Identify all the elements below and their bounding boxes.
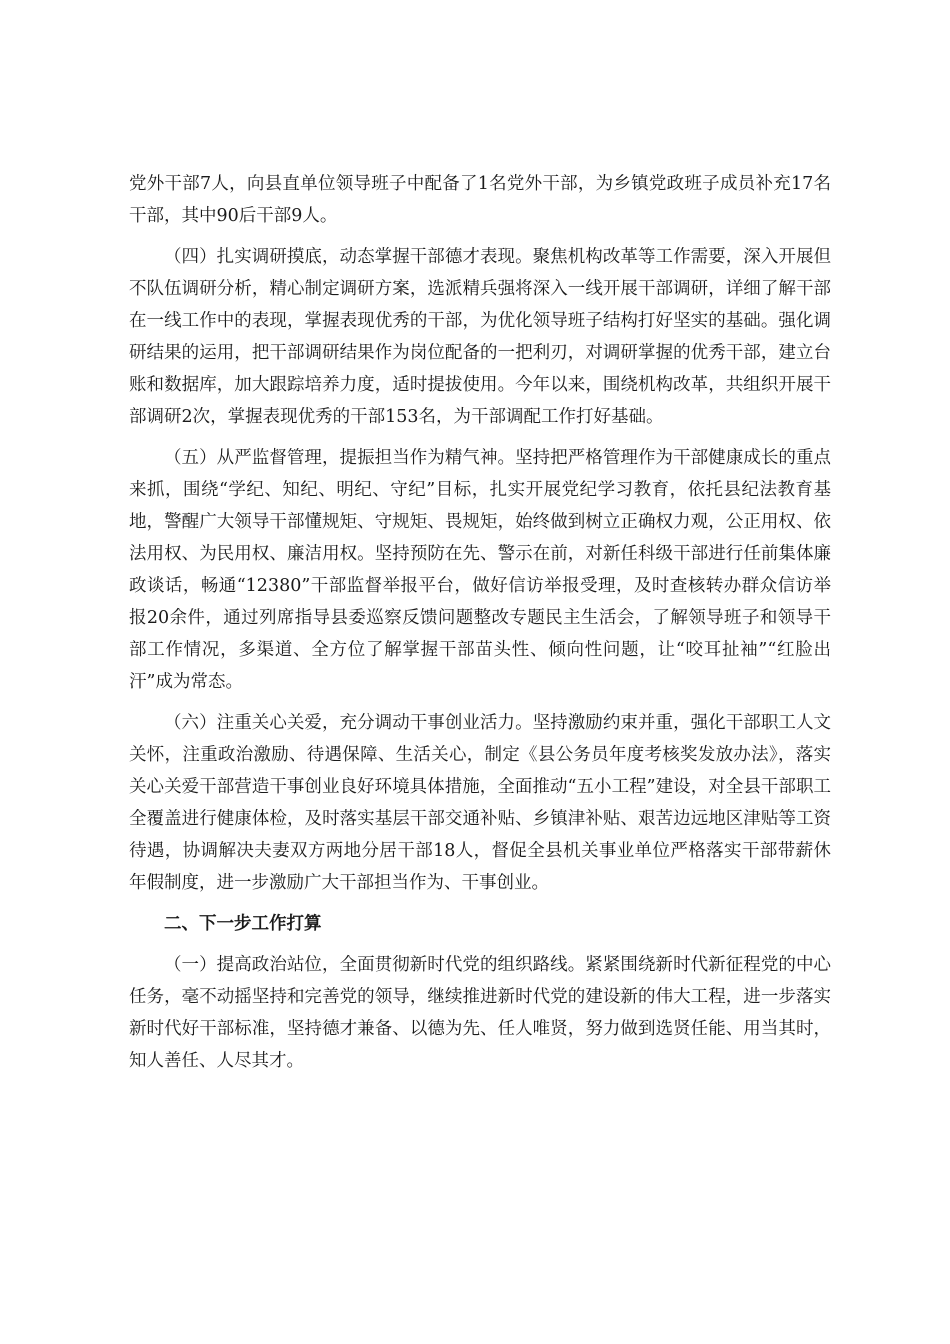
paragraph-section-5: （五）从严监督管理，提振担当作为精气神。坚持把严格管理作为干部健康成长的重点来抓，围绕“学纪、知纪、明纪、守纪”目标，扎实开展党纪学习教育，依托县纪法教育基地，警醒广大领导干部懂规矩、守规矩、畏规矩，始终做到树立正确权力观，公正用权、依法用权、为民用权、廉洁用权。坚持预防在先、警示在前，对新任科级干部进行任前集体廉政谈话，畅通“12380”干部监督举报平台，做好信访举报受理，及时查核转办群众信访举报20余件，通过列席指导县委巡察反馈问题整改专题民主生活会，了解领导班子和领导干部工作情况，多渠道、全方位了解掌握干部苗头性、倾向性问题，让“咬耳扯袖”“红脸出汗”成为常态。 [129,448,831,692]
paragraph-continuation: 党外干部7人，向县直单位领导班子中配备了1名党外干部，为乡镇党政班子成员补充17名干部，其中90后干部9人。 [129,174,831,226]
paragraph-next-step-1: （一）提高政治站位，全面贯彻新时代党的组织路线。紧紧围绕新时代新征程党的中心任务，毫不动摇坚持和完善党的领导，继续推进新时代党的建设新的伟大工程，进一步落实新时代好干部标准，坚持德才兼备、以德为先、任人唯贤，努力做到选贤任能、用当其时，知人善任、人尽其才。 [129,955,831,1071]
paragraph-section-4: （四）扎实调研摸底，动态掌握干部德才表现。聚焦机构改革等工作需要，深入开展但不队伍调研分析，精心制定调研方案，选派精兵强将深入一线开展干部调研，详细了解干部在一线工作中的表现，掌握表现优秀的干部，为优化领导班子结构打好坚实的基础。强化调研结果的运用，把干部调研结果作为岗位配备的一把利刃，对调研掌握的优秀干部，建立台账和数据库，加大跟踪培养力度，适时提拔使用。今年以来，围绕机构改革，共组织开展干部调研2次，掌握表现优秀的干部153名，为干部调配工作打好基础。 [129,247,831,427]
document-body [129,168,831,1086]
paragraph-section-6: （六）注重关心关爱，充分调动干事创业活力。坚持激励约束并重，强化干部职工人文关怀，注重政治激励、待遇保障、生活关心，制定《县公务员年度考核奖发放办法》，落实关心关爱干部营造干事创业良好环境具体措施，全面推动“五小工程”建设，对全县干部职工全覆盖进行健康体检，及时落实基层干部交通补贴、乡镇津补贴、艰苦边远地区津贴等工资待遇，协调解决夫妻双方两地分居干部18人，督促全县机关事业单位严格落实干部带薪休年假制度，进一步激励广大干部担当作为、干事创业。 [129,713,831,893]
section-heading: 二、下一步工作打算 [164,914,322,934]
